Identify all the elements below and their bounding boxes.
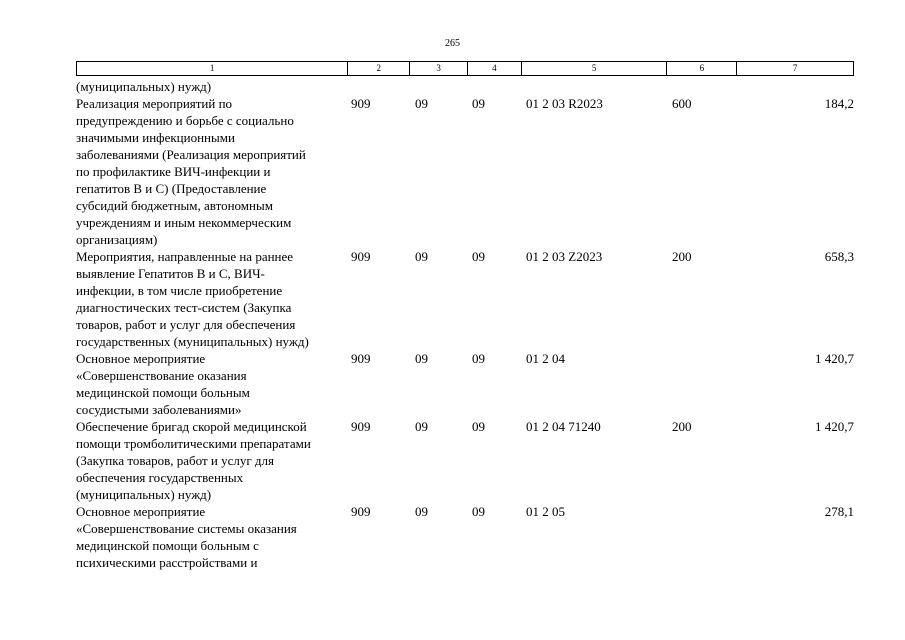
row-section: 09 <box>415 96 428 111</box>
row-section <box>415 78 472 95</box>
row-section: 09 <box>415 504 428 519</box>
row-amount: 1 420,7 <box>815 419 854 434</box>
row-amount: 1 420,7 <box>815 351 854 366</box>
table-row <box>76 503 854 571</box>
row-section: 09 <box>415 351 428 366</box>
header-col-7: 7 <box>736 62 853 75</box>
row-subsection <box>472 78 526 95</box>
row-target-article: 01 2 03 Z2023 <box>526 249 603 264</box>
row-subsection: 09 <box>472 96 485 111</box>
row-amount: 184,2 <box>824 96 854 111</box>
row-subsection: 09 <box>472 419 485 434</box>
row-subsection: 09 <box>472 351 485 366</box>
budget-table-body <box>76 78 854 571</box>
row-name: Основное мероприятие «Совершенствование оказания медицинской помощи больным сосудистыми заболеваниями» <box>76 351 250 417</box>
row-grbs: 909 <box>351 419 371 434</box>
row-expense-type: 600 <box>672 96 692 111</box>
row-name: (муниципальных) нужд) <box>76 79 212 94</box>
row-name: Мероприятия, направленные на раннее выявление Гепатитов В и С, ВИЧ- инфекции, в том числе приобретение диагностических тест-систем (Закупка товаров, работ и услуг для обеспечения государственных (муниципальных) нужд) <box>76 249 309 349</box>
row-section: 09 <box>415 419 428 434</box>
row-subsection: 09 <box>472 504 485 519</box>
row-target-article: 01 2 04 <box>526 351 565 366</box>
row-target-article <box>526 78 672 95</box>
header-col-4: 4 <box>467 62 521 75</box>
row-name: Обеспечение бригад скорой медицинской помощи тромболитическими препаратами (Закупка товаров, работ и услуг для обеспечения государственных (муниципальных) нужд) <box>76 419 311 502</box>
row-target-article: 01 2 04 71240 <box>526 419 601 434</box>
row-amount: 658,3 <box>824 249 854 264</box>
header-col-6: 6 <box>666 62 736 75</box>
row-grbs: 909 <box>351 96 371 111</box>
table-header-row <box>76 61 854 76</box>
table-row <box>76 78 854 95</box>
row-expense-type <box>672 503 742 571</box>
header-col-3: 3 <box>409 62 467 75</box>
table-row <box>76 248 854 350</box>
row-name: Реализация мероприятий по предупреждению и борьбе с социально значимыми инфекционными заболеваниями (Реализация мероприятий по профилактике ВИЧ-инфекции и гепатитов В и С) (Предоставление субсидий бюджетным, автономным учреждениям и иным некоммерческим организациям) <box>76 96 306 247</box>
row-target-article: 01 2 05 <box>526 504 565 519</box>
row-subsection: 09 <box>472 249 485 264</box>
row-grbs <box>351 78 415 95</box>
row-expense-type: 200 <box>672 419 692 434</box>
table-row <box>76 350 854 418</box>
row-name: Основное мероприятие «Совершенствование системы оказания медицинской помощи больным с психическими расстройствами и <box>76 504 297 570</box>
row-amount <box>742 78 854 95</box>
row-expense-type <box>672 350 742 418</box>
header-col-1: 1 <box>209 63 215 73</box>
header-col-5: 5 <box>521 62 667 75</box>
header-col-2: 2 <box>347 62 409 75</box>
row-expense-type: 200 <box>672 249 692 264</box>
row-grbs: 909 <box>351 351 371 366</box>
table-row <box>76 418 854 503</box>
page-number: 265 <box>445 38 460 49</box>
row-target-article: 01 2 03 R2023 <box>526 96 603 111</box>
row-expense-type <box>672 78 742 95</box>
table-row <box>76 95 854 248</box>
row-grbs: 909 <box>351 504 371 519</box>
row-grbs: 909 <box>351 249 371 264</box>
row-amount: 278,1 <box>824 504 854 519</box>
row-section: 09 <box>415 249 428 264</box>
